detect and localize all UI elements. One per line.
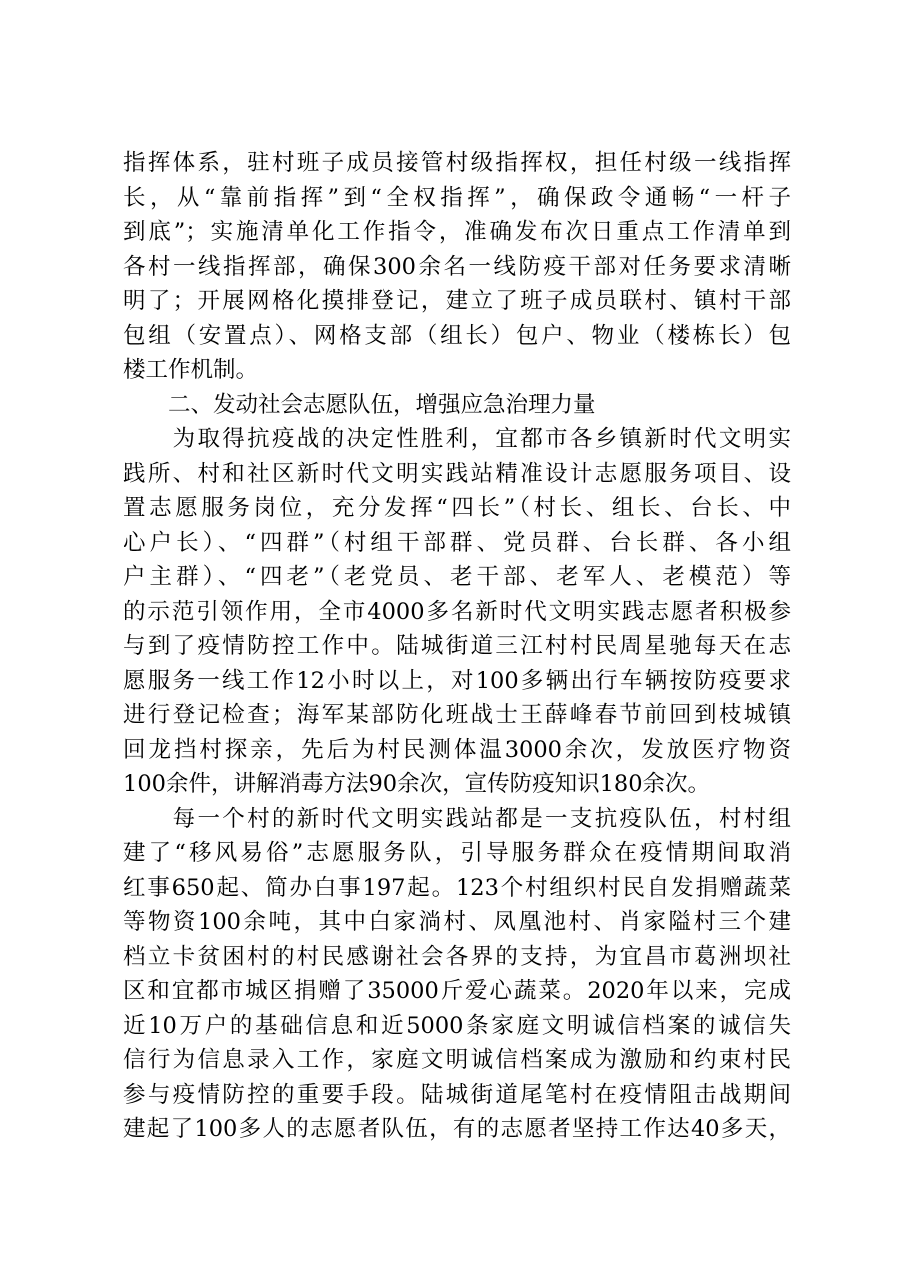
text-line: 置志愿服务岗位，充分发挥“四长”（村长、组长、台长、中 xyxy=(123,495,791,521)
text-line: 明了；开展网格化摸排登记，建立了班子成员联村、镇村干部 xyxy=(123,288,791,314)
text-line: 践所、村和社区新时代文明实践站精准设计志愿服务项目、设 xyxy=(123,460,791,487)
text-line: 与到了疫情防控工作中。陆城街道三江村村民周星驰每天在志 xyxy=(123,633,791,659)
text-line: 档立卡贫困村的村民感谢社会各界的支持，为宜昌市葛洲坝社 xyxy=(123,943,791,970)
text-line: 等物资100余吨，其中白家淌村、凤凰池村、肖家隘村三个建 xyxy=(123,909,791,935)
section-heading: 二、发动社会志愿队伍，增强应急治理力量 xyxy=(123,391,596,418)
text-line: 户主群）、“四老”（老党员、老干部、老军人、老模范）等 xyxy=(123,564,791,590)
text-line: 楼工作机制。 xyxy=(123,357,259,383)
text-line: 信行为信息录入工作，家庭文明诚信档案成为激励和约束村民 xyxy=(123,1047,791,1073)
text-line: 红事650起、简办白事197起。123个村组织村民自发捐赠蔬菜 xyxy=(123,874,791,901)
text-line: 为取得抗疫战的决定性胜利，宜都市各乡镇新时代文明实 xyxy=(123,426,791,452)
text-line: 建了“移风易俗”志愿服务队，引导服务群众在疫情期间取消 xyxy=(123,840,791,866)
text-line: 建起了100多人的志愿者队伍，有的志愿者坚持工作达40多天， xyxy=(123,1116,791,1142)
text-line: 100余件，讲解消毒方法90余次，宣传防疫知识180余次。 xyxy=(123,771,711,797)
text-line: 愿服务一线工作12小时以上，对100多辆出行车辆按防疫要求 xyxy=(123,667,791,694)
text-line: 区和宜都市城区捐赠了35000斤爱心蔬菜。2020年以来，完成 xyxy=(123,978,791,1004)
text-line: 回龙挡村探亲，先后为村民测体温3000余次，发放医疗物资 xyxy=(123,736,791,763)
text-line: 每一个村的新时代文明实践站都是一支抗疫队伍，村村组 xyxy=(123,805,791,832)
text-line: 长，从“靠前指挥”到“全权指挥”，确保政令通畅“一杆子 xyxy=(123,184,791,211)
document-body xyxy=(123,146,791,1147)
text-line: 的示范引领作用，全市4000多名新时代文明实践志愿者积极参 xyxy=(123,598,791,625)
text-line: 包组（安置点）、网格支部（组长）包户、物业（楼栋长）包 xyxy=(123,322,791,349)
text-line: 心户长）、“四群”（村组干部群、党员群、台长群、各小组 xyxy=(123,529,791,556)
text-line: 指挥体系，驻村班子成员接管村级指挥权，担任村级一线指挥 xyxy=(123,150,791,176)
text-line: 各村一线指挥部，确保300余名一线防疫干部对任务要求清晰 xyxy=(123,253,791,280)
text-line: 参与疫情防控的重要手段。陆城街道尾笔村在疫情阻击战期间 xyxy=(123,1081,791,1108)
text-line: 进行登记检查；海军某部防化班战士王薛峰春节前回到枝城镇 xyxy=(123,702,791,728)
text-line: 到底”；实施清单化工作指令，准确发布次日重点工作清单到 xyxy=(123,219,791,245)
text-line: 近10万户的基础信息和近5000条家庭文明诚信档案的诚信失 xyxy=(123,1012,791,1039)
